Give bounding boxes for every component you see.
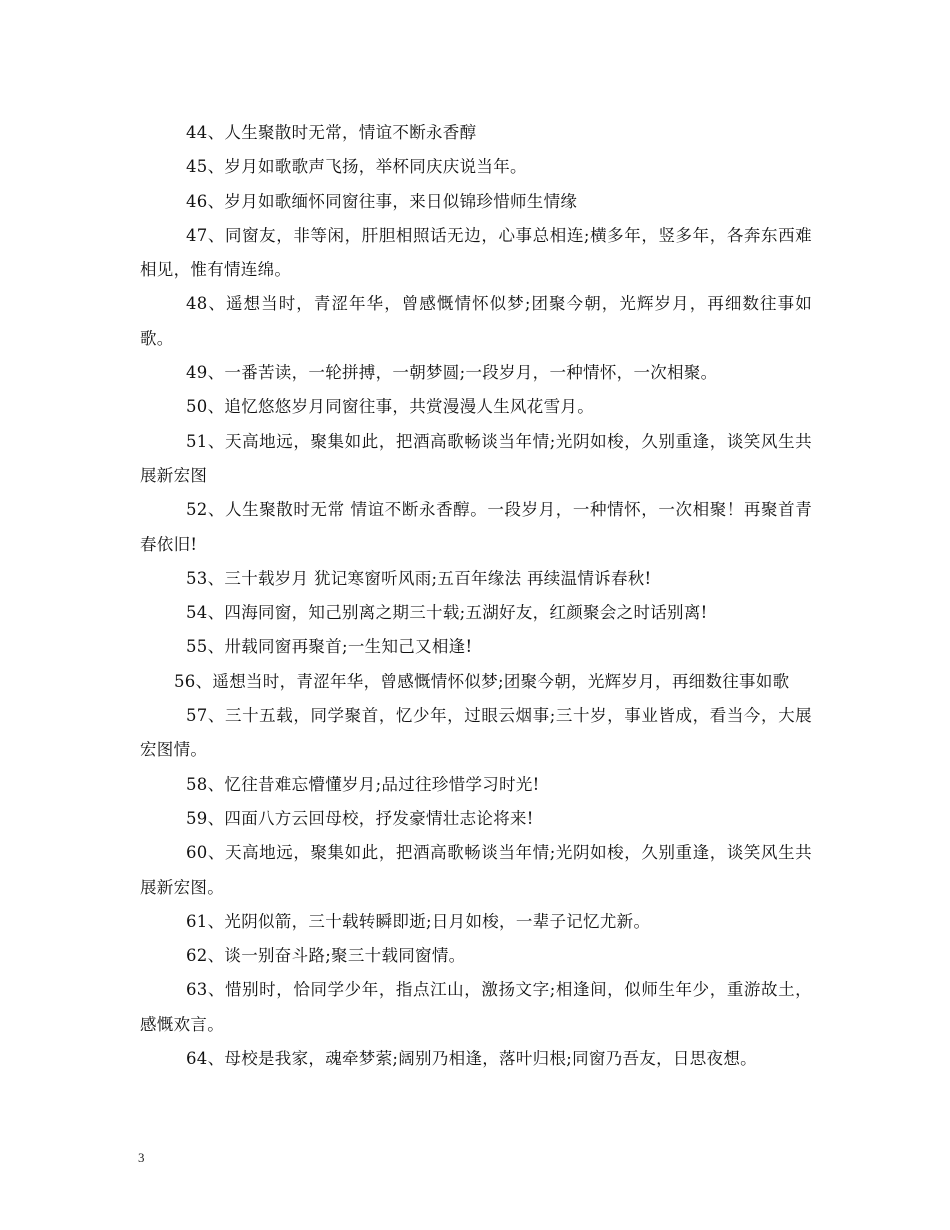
paragraph-47: 47、同窗友，非等闲，肝胆相照话无边，心事总相连;横多年，竖多年，各奔东西难相见，惟有情连绵。 — [140, 225, 812, 280]
paragraph-52: 52、人生聚散时无常 情谊不断永香醇。一段岁月，一种情怀，一次相聚！再聚首青春依旧! — [140, 500, 812, 554]
paragraph-56: 56、遥想当时，青涩年华，曾感慨情怀似梦;团聚今朝，光辉岁月，再细数往事如歌 — [174, 671, 790, 691]
paragraph-60: 60、天高地远，聚集如此，把酒高歌畅谈当年情;光阴如梭，久别重逢，谈笑风生共展新宏图。 — [140, 843, 812, 897]
body-text — [140, 116, 812, 1076]
paragraph-48: 48、遥想当时，青涩年华，曾感慨情怀似梦;团聚今朝，光辉岁月，再细数往事如歌。 — [140, 294, 812, 348]
paragraph-49: 49、一番苦读，一轮拼搏，一朝梦圆;一段岁月，一种情怀，一次相聚。 — [186, 363, 718, 383]
paragraph-59: 59、四面八方云回母校，抒发豪情壮志论将来! — [186, 808, 534, 828]
paragraph-57: 57、三十五载，同学聚首，忆少年，过眼云烟事;三十岁，事业皆成，看当今，大展宏图情。 — [140, 706, 812, 760]
paragraph-53: 53、三十载岁月 犹记寒窗听风雨;五百年缘法 再续温情诉春秋! — [186, 568, 652, 588]
page-number: 3 — [138, 1150, 145, 1165]
paragraph-50: 50、追忆悠悠岁月同窗往事，共赏漫漫人生风花雪月。 — [186, 397, 594, 417]
paragraph-55: 55、卅载同窗再聚首;一生知己又相逢! — [186, 637, 473, 657]
paragraph-62: 62、谈一别奋斗路;聚三十载同窗情。 — [186, 946, 466, 966]
paragraph-45: 45、岁月如歌歌声飞扬，举杯同庆庆说当年。 — [186, 157, 527, 177]
paragraph-44: 44、人生聚散时无常，情谊不断永香醇 — [186, 123, 477, 142]
paragraph-46: 46、岁月如歌缅怀同窗往事，来日似锦珍惜师生情缘 — [186, 191, 578, 211]
paragraph-64: 64、母校是我家，魂牵梦萦;阔别乃相逢，落叶归根;同窗乃吾友，日思夜想。 — [186, 1049, 757, 1069]
paragraph-51: 51、天高地远，聚集如此，把酒高歌畅谈当年情;光阴如梭，久别重逢，谈笑风生共展新宏图 — [140, 431, 812, 485]
paragraph-54: 54、四海同窗，知己别离之期三十载;五湖好友，红颜聚会之时话别离! — [186, 603, 708, 623]
paragraph-61: 61、光阴似箭，三十载转瞬即逝;日月如梭，一辈子记忆尤新。 — [186, 911, 651, 931]
paragraph-63: 63、惜别时，恰同学少年，指点江山，激扬文字;相逢间，似师生年少，重游故土，感慨欢言。 — [140, 980, 812, 1034]
paragraph-58: 58、忆往昔难忘懵懂岁月;品过往珍惜学习时光! — [186, 774, 540, 794]
